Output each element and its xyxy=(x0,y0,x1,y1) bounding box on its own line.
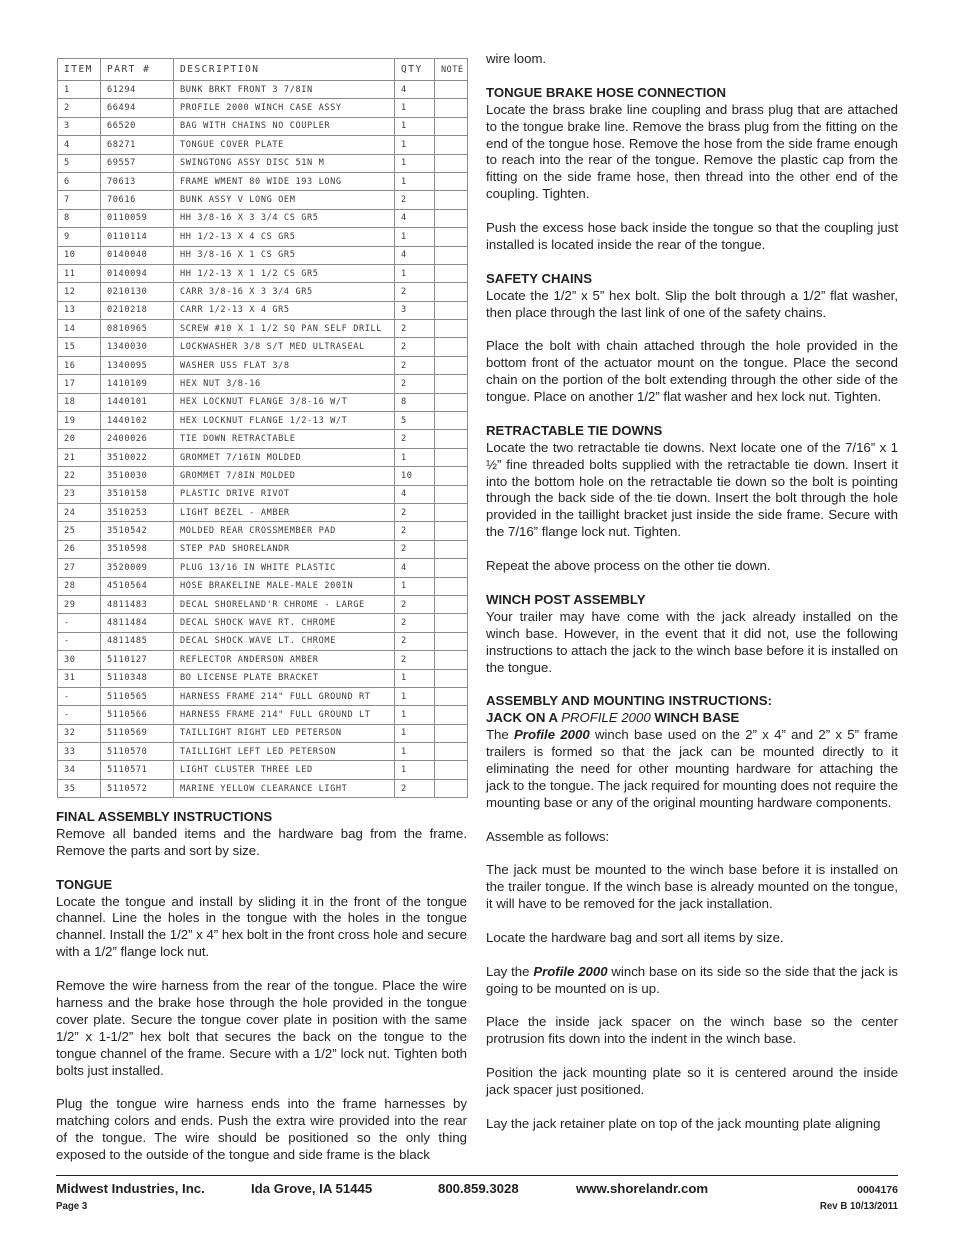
assembly-heading: ASSEMBLY AND MOUNTING INSTRUCTIONS: xyxy=(486,693,772,709)
cell-part-number: 0210218 xyxy=(101,301,174,319)
cell-description: DECAL SHOCK WAVE LT. CHROME xyxy=(174,632,395,650)
cell-note xyxy=(435,632,468,650)
cell-note xyxy=(435,320,468,338)
cell-item: 9 xyxy=(58,228,101,246)
cell-description: HEX LOCKNUT FLANGE 1/2-13 W/T xyxy=(174,412,395,430)
cell-qty: 1 xyxy=(395,724,435,742)
cell-item: 30 xyxy=(58,651,101,669)
cell-note xyxy=(435,540,468,558)
cell-item: 3 xyxy=(58,117,101,135)
cell-part-number: 5110348 xyxy=(101,669,174,687)
footer-phone: 800.859.3028 xyxy=(438,1181,519,1196)
cell-part-number: 66520 xyxy=(101,117,174,135)
cell-item: - xyxy=(58,687,101,705)
cell-part-number: 5110570 xyxy=(101,743,174,761)
cell-description: CARR 1/2-13 X 4 GR5 xyxy=(174,301,395,319)
header-note: NOTE xyxy=(435,59,468,81)
table-row xyxy=(58,283,468,301)
table-row xyxy=(58,559,468,577)
table-row xyxy=(58,338,468,356)
header-description: DESCRIPTION xyxy=(174,59,395,81)
cell-item: 27 xyxy=(58,559,101,577)
table-row xyxy=(58,136,468,154)
cell-description: HOSE BRAKELINE MALE-MALE 200IN xyxy=(174,577,395,595)
continued-text: wire loom. xyxy=(486,51,547,66)
jack-text-1: The Profile 2000 winch base used on the 2” x 4” and 2” x 5” frame trailers is formed so that the jack can be mounted directly to it eliminating the need for other mounting hardware for attaching the jack to the tongue. The jack required for mounting does not require the mounting base or any of the original mounting hardware components. xyxy=(486,727,899,810)
cell-item: 32 xyxy=(58,724,101,742)
cell-note xyxy=(435,246,468,264)
cell-qty: 4 xyxy=(395,485,435,503)
table-row xyxy=(58,430,468,448)
cell-item: 16 xyxy=(58,356,101,374)
cell-description: FRAME WMENT 80 WIDE 193 LONG xyxy=(174,172,395,190)
table-row xyxy=(58,209,468,227)
table-row xyxy=(58,117,468,135)
cell-qty: 4 xyxy=(395,81,435,99)
cell-part-number: 4811484 xyxy=(101,614,174,632)
cell-description: BUNK ASSY V LONG OEM xyxy=(174,191,395,209)
cell-qty: 2 xyxy=(395,356,435,374)
cell-qty: 2 xyxy=(395,430,435,448)
cell-item: 26 xyxy=(58,540,101,558)
cell-note xyxy=(435,448,468,466)
cell-description: REFLECTOR ANDERSON AMBER xyxy=(174,651,395,669)
cell-description: HH 3/8-16 X 1 CS GR5 xyxy=(174,246,395,264)
footer-city: Ida Grove, IA 51445 xyxy=(251,1181,373,1196)
cell-qty: 1 xyxy=(395,687,435,705)
cell-part-number: 5110565 xyxy=(101,687,174,705)
cell-item: 25 xyxy=(58,522,101,540)
cell-item: - xyxy=(58,614,101,632)
cell-qty: 4 xyxy=(395,559,435,577)
cell-item: 10 xyxy=(58,246,101,264)
cell-item: 6 xyxy=(58,172,101,190)
cell-part-number: 0110114 xyxy=(101,228,174,246)
cell-part-number: 1440102 xyxy=(101,412,174,430)
table-row xyxy=(58,743,468,761)
table-row xyxy=(58,724,468,742)
tongue-text-3: Plug the tongue wire harness ends into the frame harnesses by matching colors and ends. Push the extra wire provided into the rear of the tongue. The wire should be positioned so the only thing exposed to the outside of the tongue and side frame is the black xyxy=(56,1096,467,1163)
parts-table xyxy=(57,58,468,798)
cell-note xyxy=(435,559,468,577)
table-row xyxy=(58,412,468,430)
cell-item: 8 xyxy=(58,209,101,227)
table-row xyxy=(58,172,468,190)
cell-qty: 2 xyxy=(395,283,435,301)
parts-table-body xyxy=(58,81,468,798)
cell-part-number: 3510253 xyxy=(101,503,174,521)
cell-description: BO LICENSE PLATE BRACKET xyxy=(174,669,395,687)
tie-downs-text-2: Repeat the above process on the other tie down. xyxy=(486,558,771,574)
cell-description: HH 1/2-13 X 4 CS GR5 xyxy=(174,228,395,246)
cell-note xyxy=(435,172,468,190)
cell-description: SWINGTONG ASSY DISC 51N M xyxy=(174,154,395,172)
jack-text-2: The jack must be mounted to the winch base before it is installed on the trailer tongue. If the winch base is already mounted on the tongue, it will have to be removed for the jack installation. xyxy=(486,862,898,912)
brake-hose-text-2: Push the excess hose back inside the tongue so that the coupling just installed is located inside the rear of the tongue. xyxy=(486,220,898,252)
cell-description: STEP PAD SHORELANDR xyxy=(174,540,395,558)
cell-part-number: 5110127 xyxy=(101,651,174,669)
cell-part-number: 0140040 xyxy=(101,246,174,264)
cell-part-number: 1440101 xyxy=(101,393,174,411)
table-row xyxy=(58,393,468,411)
cell-note xyxy=(435,577,468,595)
cell-note xyxy=(435,706,468,724)
cell-qty: 1 xyxy=(395,577,435,595)
cell-part-number: 5110569 xyxy=(101,724,174,742)
cell-description: HEX LOCKNUT FLANGE 3/8-16 W/T xyxy=(174,393,395,411)
table-row xyxy=(58,81,468,99)
cell-part-number: 5110571 xyxy=(101,761,174,779)
cell-qty: 2 xyxy=(395,779,435,797)
cell-part-number: 1410109 xyxy=(101,375,174,393)
brake-hose-heading: TONGUE BRAKE HOSE CONNECTION xyxy=(486,84,727,100)
cell-part-number: 61294 xyxy=(101,81,174,99)
table-row xyxy=(58,614,468,632)
cell-note xyxy=(435,283,468,301)
cell-item: 5 xyxy=(58,154,101,172)
cell-qty: 1 xyxy=(395,706,435,724)
cell-note xyxy=(435,228,468,246)
cell-part-number: 3510158 xyxy=(101,485,174,503)
cell-item: 15 xyxy=(58,338,101,356)
cell-description: WASHER USS FLAT 3/8 xyxy=(174,356,395,374)
cell-qty: 2 xyxy=(395,320,435,338)
cell-description: HH 1/2-13 X 1 1/2 CS GR5 xyxy=(174,264,395,282)
cell-qty: 2 xyxy=(395,522,435,540)
cell-item: 21 xyxy=(58,448,101,466)
cell-item: - xyxy=(58,632,101,650)
cell-note xyxy=(435,503,468,521)
final-assembly-text: Remove all banded items and the hardware bag from the frame. Remove the parts and sort by size. xyxy=(56,825,467,858)
cell-qty: 8 xyxy=(395,393,435,411)
cell-item: 17 xyxy=(58,375,101,393)
table-row xyxy=(58,301,468,319)
safety-chains-text-1: Locate the 1/2” x 5” hex bolt. Slip the bolt through a 1/2” flat washer, then place through the last link of one of the safety chains. xyxy=(486,287,898,320)
cell-note xyxy=(435,669,468,687)
cell-part-number: 4510564 xyxy=(101,577,174,595)
cell-note xyxy=(435,430,468,448)
cell-qty: 10 xyxy=(395,467,435,485)
cell-note xyxy=(435,724,468,742)
cell-note xyxy=(435,375,468,393)
cell-part-number: 3510542 xyxy=(101,522,174,540)
tongue-heading: TONGUE xyxy=(56,876,113,892)
cell-qty: 1 xyxy=(395,743,435,761)
cell-description: LIGHT BEZEL - AMBER xyxy=(174,503,395,521)
table-row xyxy=(58,485,468,503)
cell-qty: 1 xyxy=(395,154,435,172)
cell-qty: 3 xyxy=(395,301,435,319)
table-row xyxy=(58,320,468,338)
cell-part-number: 69557 xyxy=(101,154,174,172)
jack-text-6: Position the jack mounting plate so it is centered around the inside jack spacer just positioned. xyxy=(486,1065,898,1098)
cell-note xyxy=(435,99,468,117)
table-row xyxy=(58,228,468,246)
cell-part-number: 3510022 xyxy=(101,448,174,466)
cell-note xyxy=(435,338,468,356)
cell-note xyxy=(435,356,468,374)
jack-text-3: Locate the hardware bag and sort all items by size. xyxy=(486,929,784,945)
table-row xyxy=(58,577,468,595)
cell-description: LIGHT CLUSTER THREE LED xyxy=(174,761,395,779)
table-row xyxy=(58,540,468,558)
cell-note xyxy=(435,743,468,761)
cell-note xyxy=(435,154,468,172)
cell-note xyxy=(435,412,468,430)
cell-qty: 2 xyxy=(395,540,435,558)
cell-qty: 1 xyxy=(395,669,435,687)
table-row xyxy=(58,191,468,209)
table-row xyxy=(58,356,468,374)
cell-part-number: 5110572 xyxy=(101,779,174,797)
cell-qty: 1 xyxy=(395,228,435,246)
cell-item: 4 xyxy=(58,136,101,154)
cell-item: 29 xyxy=(58,595,101,613)
cell-description: PROFILE 2000 WINCH CASE ASSY xyxy=(174,99,395,117)
cell-qty: 2 xyxy=(395,338,435,356)
cell-part-number: 1340030 xyxy=(101,338,174,356)
cell-note xyxy=(435,393,468,411)
table-row xyxy=(58,375,468,393)
cell-item: 1 xyxy=(58,81,101,99)
cell-part-number: 70613 xyxy=(101,172,174,190)
cell-note xyxy=(435,485,468,503)
cell-qty: 2 xyxy=(395,191,435,209)
table-row xyxy=(58,595,468,613)
cell-description: PLUG 13/16 IN WHITE PLASTIC xyxy=(174,559,395,577)
cell-note xyxy=(435,301,468,319)
cell-description: DECAL SHOCK WAVE RT. CHROME xyxy=(174,614,395,632)
table-row xyxy=(58,779,468,797)
cell-note xyxy=(435,761,468,779)
cell-part-number: 66494 xyxy=(101,99,174,117)
cell-description: TIE DOWN RETRACTABLE xyxy=(174,430,395,448)
cell-note xyxy=(435,264,468,282)
cell-part-number: 1340095 xyxy=(101,356,174,374)
cell-description: HH 3/8-16 X 3 3/4 CS GR5 xyxy=(174,209,395,227)
cell-description: LOCKWASHER 3/8 S/T MED ULTRASEAL xyxy=(174,338,395,356)
cell-qty: 2 xyxy=(395,375,435,393)
cell-item: 2 xyxy=(58,99,101,117)
table-row xyxy=(58,99,468,117)
table-row xyxy=(58,632,468,650)
cell-note xyxy=(435,651,468,669)
cell-item: 34 xyxy=(58,761,101,779)
cell-description: MARINE YELLOW CLEARANCE LIGHT xyxy=(174,779,395,797)
cell-description: BUNK BRKT FRONT 3 7/8IN xyxy=(174,81,395,99)
final-assembly-heading: FINAL ASSEMBLY INSTRUCTIONS xyxy=(56,809,273,824)
cell-note xyxy=(435,779,468,797)
cell-part-number: 2400026 xyxy=(101,430,174,448)
cell-note xyxy=(435,522,468,540)
cell-description: HARNESS FRAME 214" FULL GROUND LT xyxy=(174,706,395,724)
tie-downs-heading: RETRACTABLE TIE DOWNS xyxy=(486,422,663,438)
tie-downs-text-1: Locate the two retractable tie downs. Next locate one of the 7/16” x 1 ½” fine threaded bolts supplied with the retractable tie down. Insert it into the bottom hole on the retractable tie down so the bolt is pointing through the back side of the tie down. Insert the bolt through the hole provided in the taillight bracket just inside the side frame. Secure with the 7/16” flange lock nut. Tighten. xyxy=(486,439,898,540)
cell-qty: 1 xyxy=(395,172,435,190)
cell-qty: 1 xyxy=(395,117,435,135)
cell-part-number: 0110059 xyxy=(101,209,174,227)
cell-item: 22 xyxy=(58,467,101,485)
cell-item: 23 xyxy=(58,485,101,503)
winch-post-heading: WINCH POST ASSEMBLY xyxy=(486,591,646,607)
footer-page: Page 3 xyxy=(56,1201,88,1212)
cell-description: HEX NUT 3/8-16 xyxy=(174,375,395,393)
cell-part-number: 68271 xyxy=(101,136,174,154)
cell-note xyxy=(435,614,468,632)
cell-qty: 1 xyxy=(395,761,435,779)
assemble-as-follows: Assemble as follows: xyxy=(486,828,610,844)
jack-text-4: Lay the Profile 2000 winch base on its side so the side that the jack is going to be mounted on is up. xyxy=(486,963,898,996)
cell-item: 14 xyxy=(58,320,101,338)
table-row xyxy=(58,706,468,724)
cell-qty: 5 xyxy=(395,412,435,430)
table-row xyxy=(58,669,468,687)
footer-doc-number: 0004176 xyxy=(857,1184,898,1196)
cell-qty: 2 xyxy=(395,632,435,650)
cell-note xyxy=(435,136,468,154)
cell-item: 13 xyxy=(58,301,101,319)
cell-description: PLASTIC DRIVE RIVOT xyxy=(174,485,395,503)
cell-qty: 2 xyxy=(395,651,435,669)
table-row xyxy=(58,264,468,282)
cell-description: CARR 3/8-16 X 3 3/4 GR5 xyxy=(174,283,395,301)
cell-part-number: 3520009 xyxy=(101,559,174,577)
cell-note xyxy=(435,467,468,485)
cell-item: 18 xyxy=(58,393,101,411)
cell-qty: 4 xyxy=(395,246,435,264)
cell-description: TONGUE COVER PLATE xyxy=(174,136,395,154)
header-part: PART # xyxy=(101,59,174,81)
cell-part-number: 4811483 xyxy=(101,595,174,613)
tongue-text-2: Remove the wire harness from the rear of the tongue. Place the wire harness and the brake hose through the hole provided in the tongue cover plate. Secure the tongue cover plate in position with the same 1/2” x 1-1/2” hex bolt that secures the back on the tongue to the tongue channel of the frame. Secure with a 1/2” lock nut. Tighten both bolts just installed. xyxy=(56,978,467,1078)
cell-description: HARNESS FRAME 214" FULL GROUND RT xyxy=(174,687,395,705)
cell-description: BAG WITH CHAINS NO COUPLER xyxy=(174,117,395,135)
cell-description: DECAL SHORELAND'R CHROME - LARGE xyxy=(174,595,395,613)
cell-part-number: 0140094 xyxy=(101,264,174,282)
table-row xyxy=(58,154,468,172)
cell-part-number: 70616 xyxy=(101,191,174,209)
safety-chains-text-2: Place the bolt with chain attached through the hole provided in the bottom front of the actuator mount on the tongue. Place the second chain on the portion of the bolt extending through the other side of the tongue. Place on another 1/2” flat washer and hex lock nut. Tighten. xyxy=(486,338,898,405)
cell-note xyxy=(435,687,468,705)
cell-part-number: 3510030 xyxy=(101,467,174,485)
jack-text-7: Lay the jack retainer plate on top of the jack mounting plate aligning xyxy=(486,1115,881,1131)
footer-divider xyxy=(56,1175,898,1176)
winch-post-text: Your trailer may have come with the jack already installed on the winch base. However, in the event that it did not, use the following instructions to attach the jack to the winch base before it is installed on the tongue. xyxy=(486,608,898,675)
table-row xyxy=(58,467,468,485)
cell-part-number: 4811485 xyxy=(101,632,174,650)
cell-item: 19 xyxy=(58,412,101,430)
tongue-text-1: Locate the tongue and install by sliding it in the front of the tongue channel. Line the holes in the tongue with the holes in the tongue channel. Install the 1/2” x 4” hex bolt in the front cross hole and secure with a 1/2” flange lock nut. xyxy=(56,893,467,960)
cell-part-number: 0810965 xyxy=(101,320,174,338)
jack-text-5: Place the inside jack spacer on the winch base so the center protrusion fits down into the indent in the winch base. xyxy=(486,1014,898,1047)
cell-item: 31 xyxy=(58,669,101,687)
cell-qty: 1 xyxy=(395,448,435,466)
header-qty: QTY xyxy=(395,59,435,81)
table-row xyxy=(58,503,468,521)
cell-item: 33 xyxy=(58,743,101,761)
table-row xyxy=(58,448,468,466)
cell-note xyxy=(435,117,468,135)
table-row xyxy=(58,651,468,669)
safety-chains-heading: SAFETY CHAINS xyxy=(486,270,593,286)
cell-item: 11 xyxy=(58,264,101,282)
jack-heading: JACK ON A PROFILE 2000 WINCH BASE xyxy=(486,710,740,726)
cell-description: GROMMET 7/8IN MOLDED xyxy=(174,467,395,485)
cell-description: TAILLIGHT LEFT LED PETERSON xyxy=(174,743,395,761)
cell-item: 7 xyxy=(58,191,101,209)
cell-item: 20 xyxy=(58,430,101,448)
cell-item: 35 xyxy=(58,779,101,797)
cell-qty: 4 xyxy=(395,209,435,227)
table-header-row xyxy=(58,59,468,81)
cell-part-number: 5110566 xyxy=(101,706,174,724)
table-row xyxy=(58,246,468,264)
cell-part-number: 0210130 xyxy=(101,283,174,301)
cell-item: 24 xyxy=(58,503,101,521)
cell-qty: 2 xyxy=(395,614,435,632)
cell-note xyxy=(435,209,468,227)
header-item: ITEM xyxy=(58,59,101,81)
left-column xyxy=(56,809,467,1164)
cell-description: TAILLIGHT RIGHT LED PETERSON xyxy=(174,724,395,742)
cell-item: 12 xyxy=(58,283,101,301)
table-row xyxy=(58,761,468,779)
footer-company: Midwest Industries, Inc. xyxy=(56,1181,205,1196)
table-row xyxy=(58,687,468,705)
cell-note xyxy=(435,595,468,613)
cell-qty: 2 xyxy=(395,595,435,613)
cell-qty: 1 xyxy=(395,264,435,282)
cell-qty: 1 xyxy=(395,136,435,154)
cell-note xyxy=(435,81,468,99)
cell-note xyxy=(435,191,468,209)
table-row xyxy=(58,522,468,540)
cell-item: 28 xyxy=(58,577,101,595)
cell-description: MOLDED REAR CROSSMEMBER PAD xyxy=(174,522,395,540)
cell-part-number: 3510598 xyxy=(101,540,174,558)
cell-qty: 1 xyxy=(395,99,435,117)
right-column xyxy=(486,51,898,1133)
cell-qty: 2 xyxy=(395,503,435,521)
cell-description: SCREW #10 X 1 1/2 SQ PAN SELF DRILL xyxy=(174,320,395,338)
footer-website: www.shorelandr.com xyxy=(576,1181,709,1196)
footer-revision: Rev B 10/13/2011 xyxy=(819,1201,898,1212)
cell-description: GROMMET 7/16IN MOLDED xyxy=(174,448,395,466)
brake-hose-text-1: Locate the brass brake line coupling and brass plug that are attached to the tongue brake line. Remove the brass plug from the fitting on the end of the tongue hose. Remove the hose from the side frame enough to reach into the rear of the tongue. Remove the plastic cap from the fitting on the side frame hose, then thread into the other end of the coupling. Tighten. xyxy=(486,101,898,202)
cell-item: - xyxy=(58,706,101,724)
